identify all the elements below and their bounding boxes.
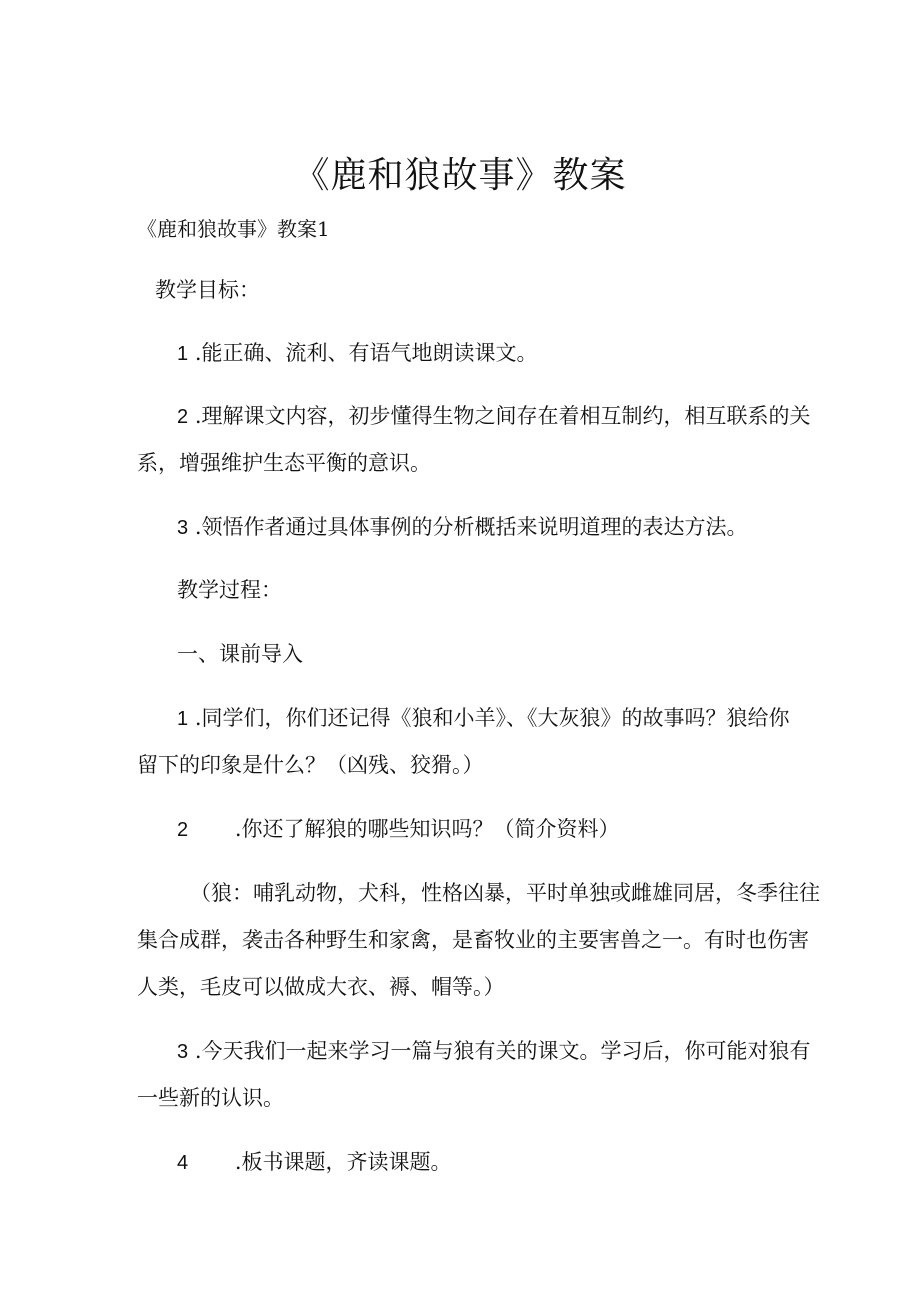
- item-number: 1: [177, 708, 189, 730]
- wolf-info-paragraph: （狼：哺乳动物，犬科，性格凶暴，平时单独或雌雄同居，冬季往往: [190, 881, 820, 905]
- step-text: .今天我们一起来学习一篇与狼有关的课文。学习后，你可能对狼有: [194, 1039, 811, 1063]
- step-continuation: 一些新的认识。: [137, 1086, 284, 1110]
- wolf-info-continuation: 人类，毛皮可以做成大衣、褥、帽等。）: [137, 975, 505, 999]
- objective-item: [177, 403, 811, 430]
- item-number: 1: [177, 343, 189, 365]
- objectives-heading: 教学目标：: [155, 278, 260, 302]
- lesson-step: [177, 1038, 811, 1065]
- item-number: 3: [177, 517, 189, 539]
- process-heading: 教学过程：: [177, 578, 282, 602]
- item-number: 2: [177, 819, 189, 841]
- objective-continuation: 系，增强维护生态平衡的意识。: [137, 451, 431, 475]
- step-text: .你还了解狼的哪些知识吗？（简介资料）: [234, 817, 620, 841]
- lesson-step: [177, 705, 790, 732]
- objective-item: [177, 514, 748, 541]
- item-number: 2: [177, 406, 189, 428]
- step-text: .板书课题，齐读课题。: [234, 1150, 452, 1174]
- item-number: 4: [177, 1152, 189, 1174]
- objective-item: [177, 340, 538, 367]
- step-text: .同学们，你们还记得《狼和小羊》、《大灰狼》的故事吗？狼给你: [194, 706, 790, 730]
- objective-text: .理解课文内容，初步懂得生物之间存在着相互制约，相互联系的关: [194, 404, 811, 428]
- lesson-subtitle: 《鹿和狼故事》教案1: [137, 217, 330, 241]
- item-number: 3: [177, 1041, 189, 1063]
- wolf-info-continuation: 集合成群，袭击各种野生和家禽，是畜牧业的主要害兽之一。有时也伤害: [137, 928, 809, 952]
- document-title: 《鹿和狼故事》教案: [293, 155, 627, 196]
- lesson-step: [177, 816, 620, 843]
- objective-text: .领悟作者通过具体事例的分析概括来说明道理的表达方法。: [194, 515, 748, 539]
- step-continuation: 留下的印象是什么？（凶残、狡猾。）: [137, 753, 484, 777]
- objective-text: .能正确、流利、有语气地朗读课文。: [194, 341, 538, 365]
- lesson-step: [177, 1149, 452, 1176]
- section-heading: 一、课前导入: [177, 642, 303, 666]
